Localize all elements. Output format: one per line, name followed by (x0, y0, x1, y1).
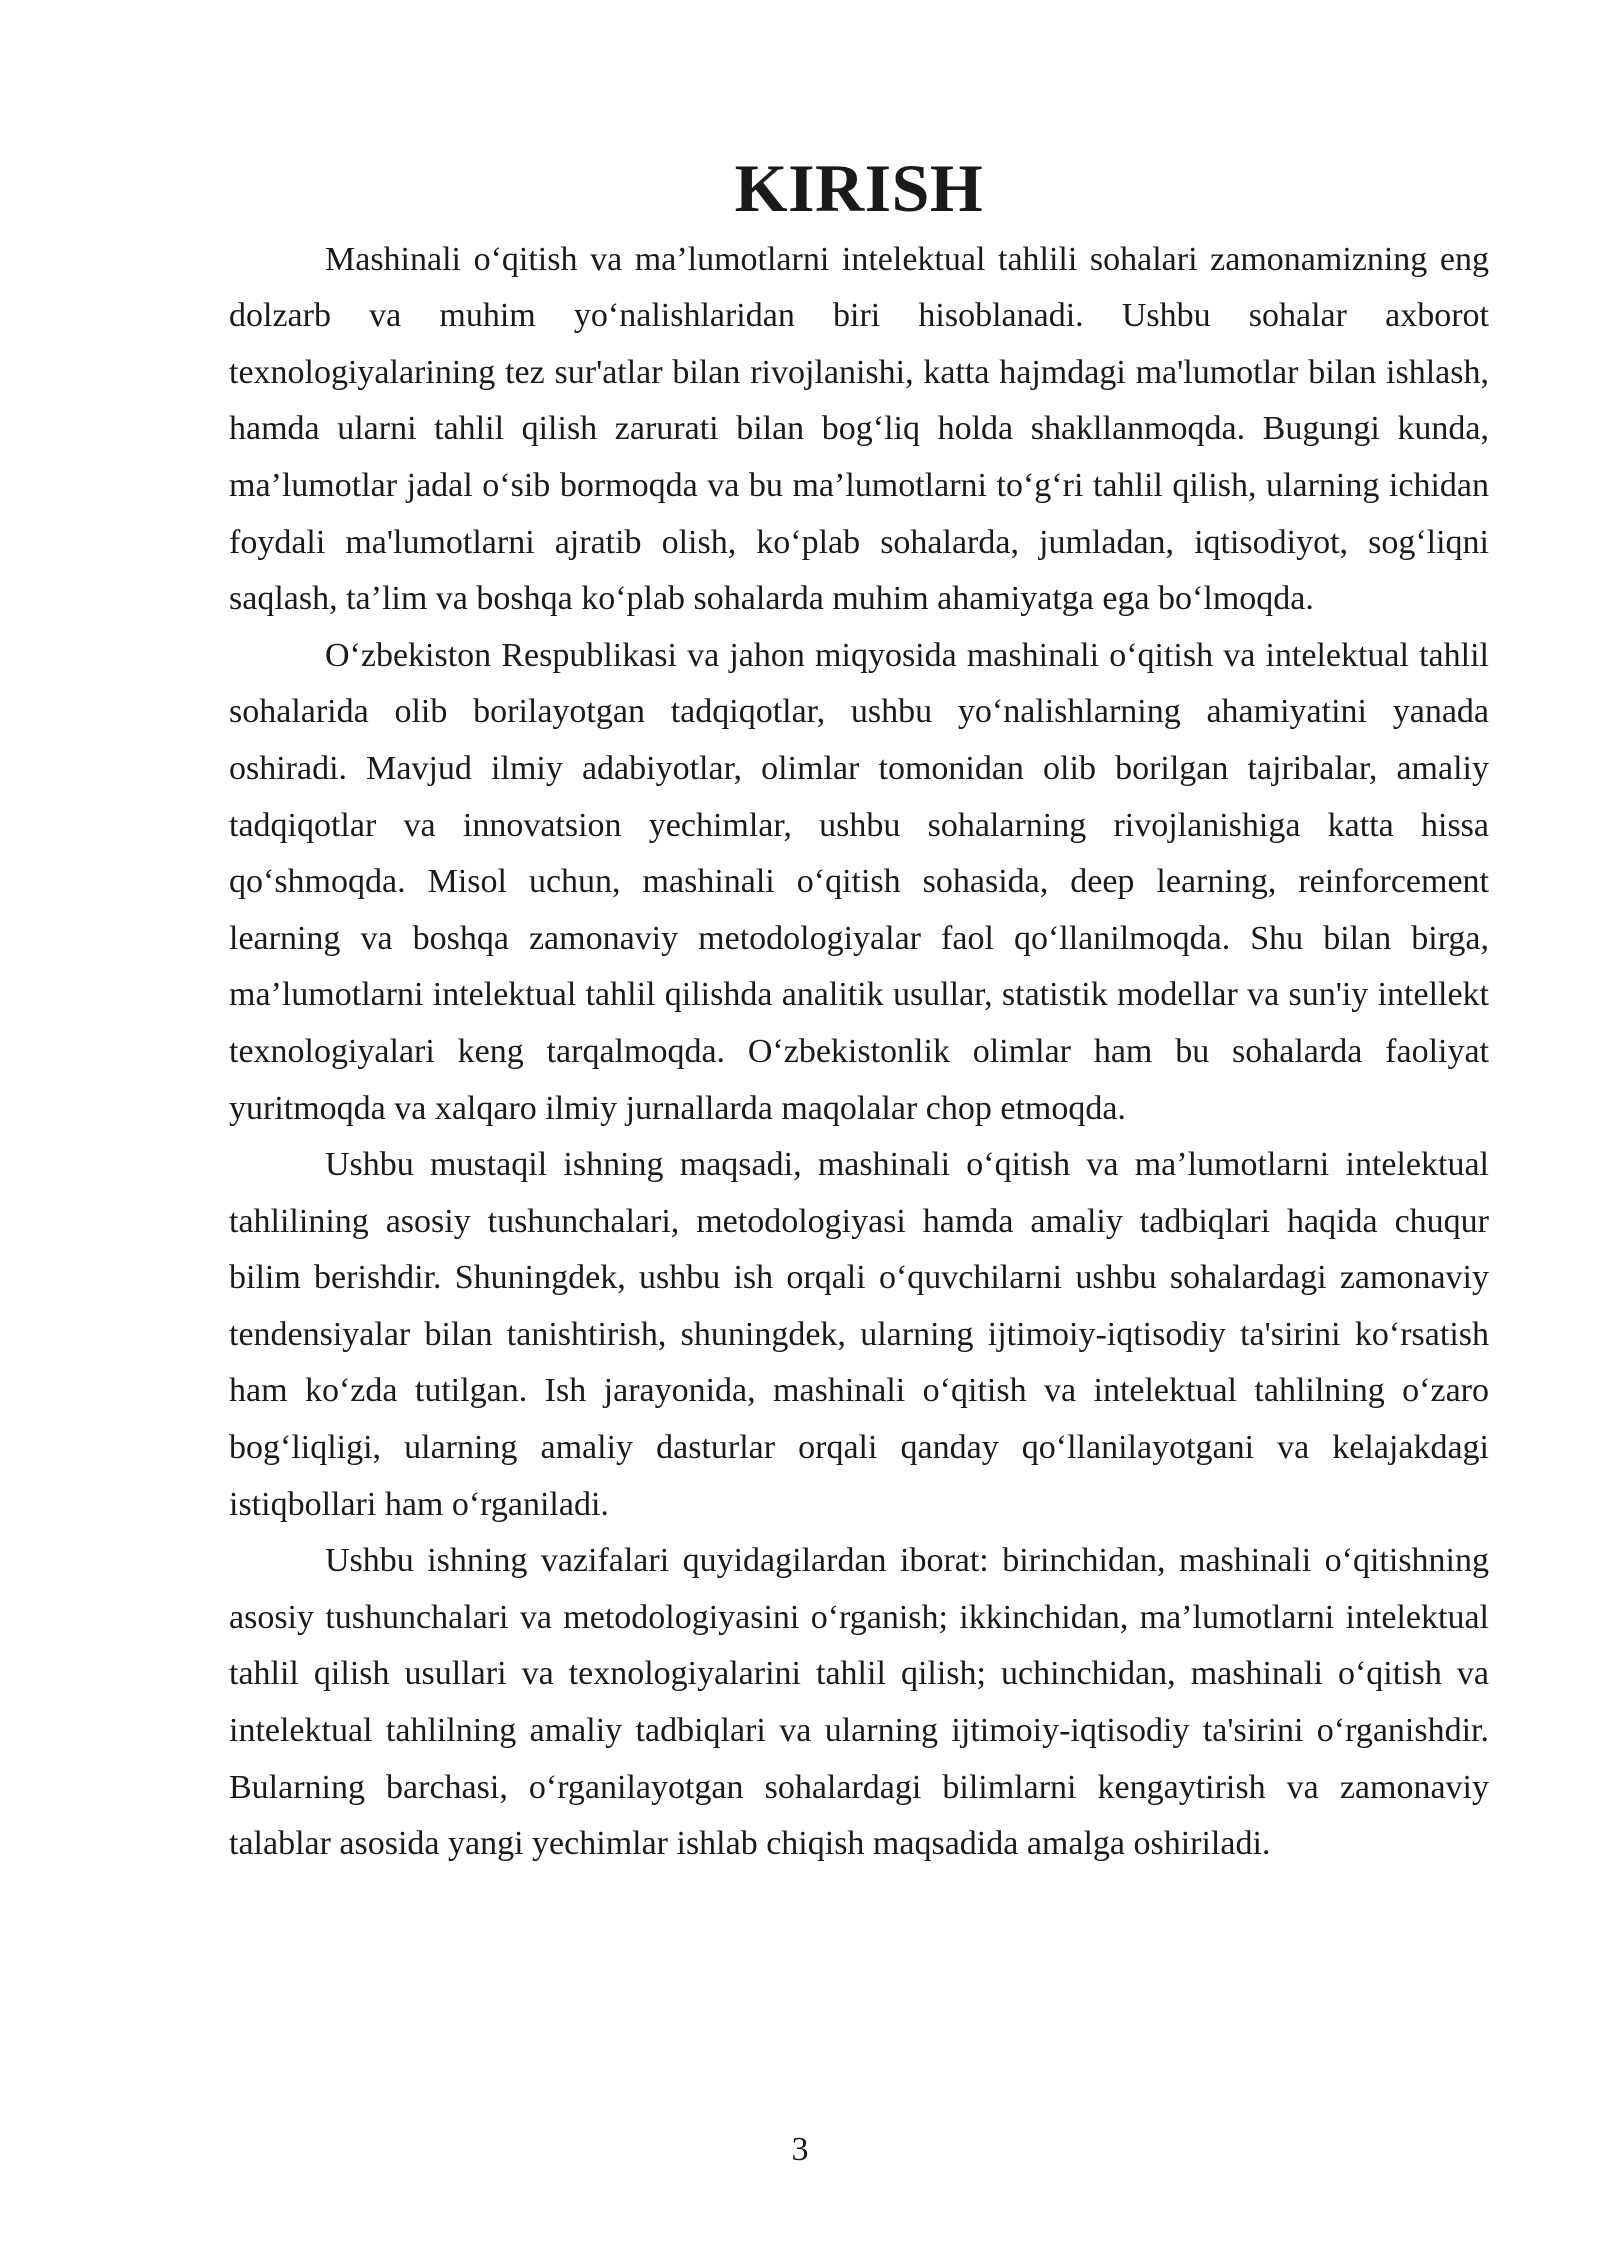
page-body (229, 150, 1489, 1873)
paragraph-research: O‘zbekiston Respublikasi va jahon miqyosida mashinali o‘qitish va intelektual tahlil sohalarida olib borilayotgan tadqiqotlar, ushbu yo‘nalishlarning ahamiyatini yanada oshiradi. Mavjud ilmiy adabiyotlar, olimlar tomonidan olib borilgan tajribalar, amaliy tadqiqotlar va innovatsion yechimlar, ushbu sohalarning rivojlanishiga katta hissa qo‘shmoqda. Misol uchun, mashinali o‘qitish sohasida, deep learning, reinforcement learning va boshqa zamonaviy metodologiyalar faol qo‘llanilmoqda. Shu bilan birga, ma’lumotlarni intelektual tahlil qilishda analitik usullar, statistik modellar va sun'iy intellekt texnologiyalari keng tarqalmoqda. O‘zbekistonlik olimlar ham bu sohalarda faoliyat yuritmoqda va xalqaro ilmiy jurnallarda maqolalar chop etmoqda. (229, 636, 1489, 1127)
paragraph-intro: Mashinali o‘qitish va ma’lumotlarni intelektual tahlili sohalari zamonamizning eng dolzarb va muhim yo‘nalishlaridan biri hisoblanadi. Ushbu sohalar axborot texnologiyalarining tez sur'atlar bilan rivojlanishi, katta hajmdagi ma'lumotlar bilan ishlash, hamda ularni tahlil qilish zarurati bilan bog‘liq holda shakllanmoqda. Bugungi kunda, ma’lumotlar jadal o‘sib bormoqda va bu ma’lumotlarni to‘g‘ri tahlil qilish, ularning ichidan foydali ma'lumotlarni ajratib olish, ko‘plab sohalarda, jumladan, iqtisodiyot, sog‘liqni saqlash, ta’lim va boshqa ko‘plab sohalarda muhim ahamiyatga ega bo‘lmoqda. (229, 240, 1489, 618)
paragraph-goal: Ushbu mustaqil ishning maqsadi, mashinali o‘qitish va ma’lumotlarni intelektual tahlilining asosiy tushunchalari, metodologiyasi hamda amaliy tadbiqlari haqida chuqur bilim berishdir. Shuningdek, ushbu ish orqali o‘quvchilarni ushbu sohalardagi zamonaviy tendensiyalar bilan tanishtirish, shuningdek, ularning ijtimoiy-iqtisodiy ta'sirini ko‘rsatish ham ko‘zda tutilgan. Ish jarayonida, mashinali o‘qitish va intelektual tahlilning o‘zaro bog‘liqligi, ularning amaliy dasturlar orqali qanday qo‘llanilayotgani va kelajakdagi istiqbollari ham o‘rganiladi. (229, 1146, 1489, 1523)
page-number: 3 (791, 2131, 809, 2168)
paragraph-tasks: Ushbu ishning vazifalari quyidagilardan iborat: birinchidan, mashinali o‘qitishning asosiy tushunchalari va metodologiyasini o‘rganish; ikkinchidan, ma’lumotlarni intelektual tahlil qilish usullari va texnologiyalarini tahlil qilish; uchinchidan, mashinali o‘qitish va intelektual tahlilning amaliy tadbiqlari va ularning ijtimoiy-iqtisodiy ta'sirini o‘rganishdir. Bularning barchasi, o‘rganilayotgan sohalardagi bilimlarni kengaytirish va zamonaviy talablar asosida yangi yechimlar ishlab chiqish maqsadida amalga oshiriladi. (229, 1542, 1489, 1863)
page-title: KIRISH (734, 150, 984, 226)
